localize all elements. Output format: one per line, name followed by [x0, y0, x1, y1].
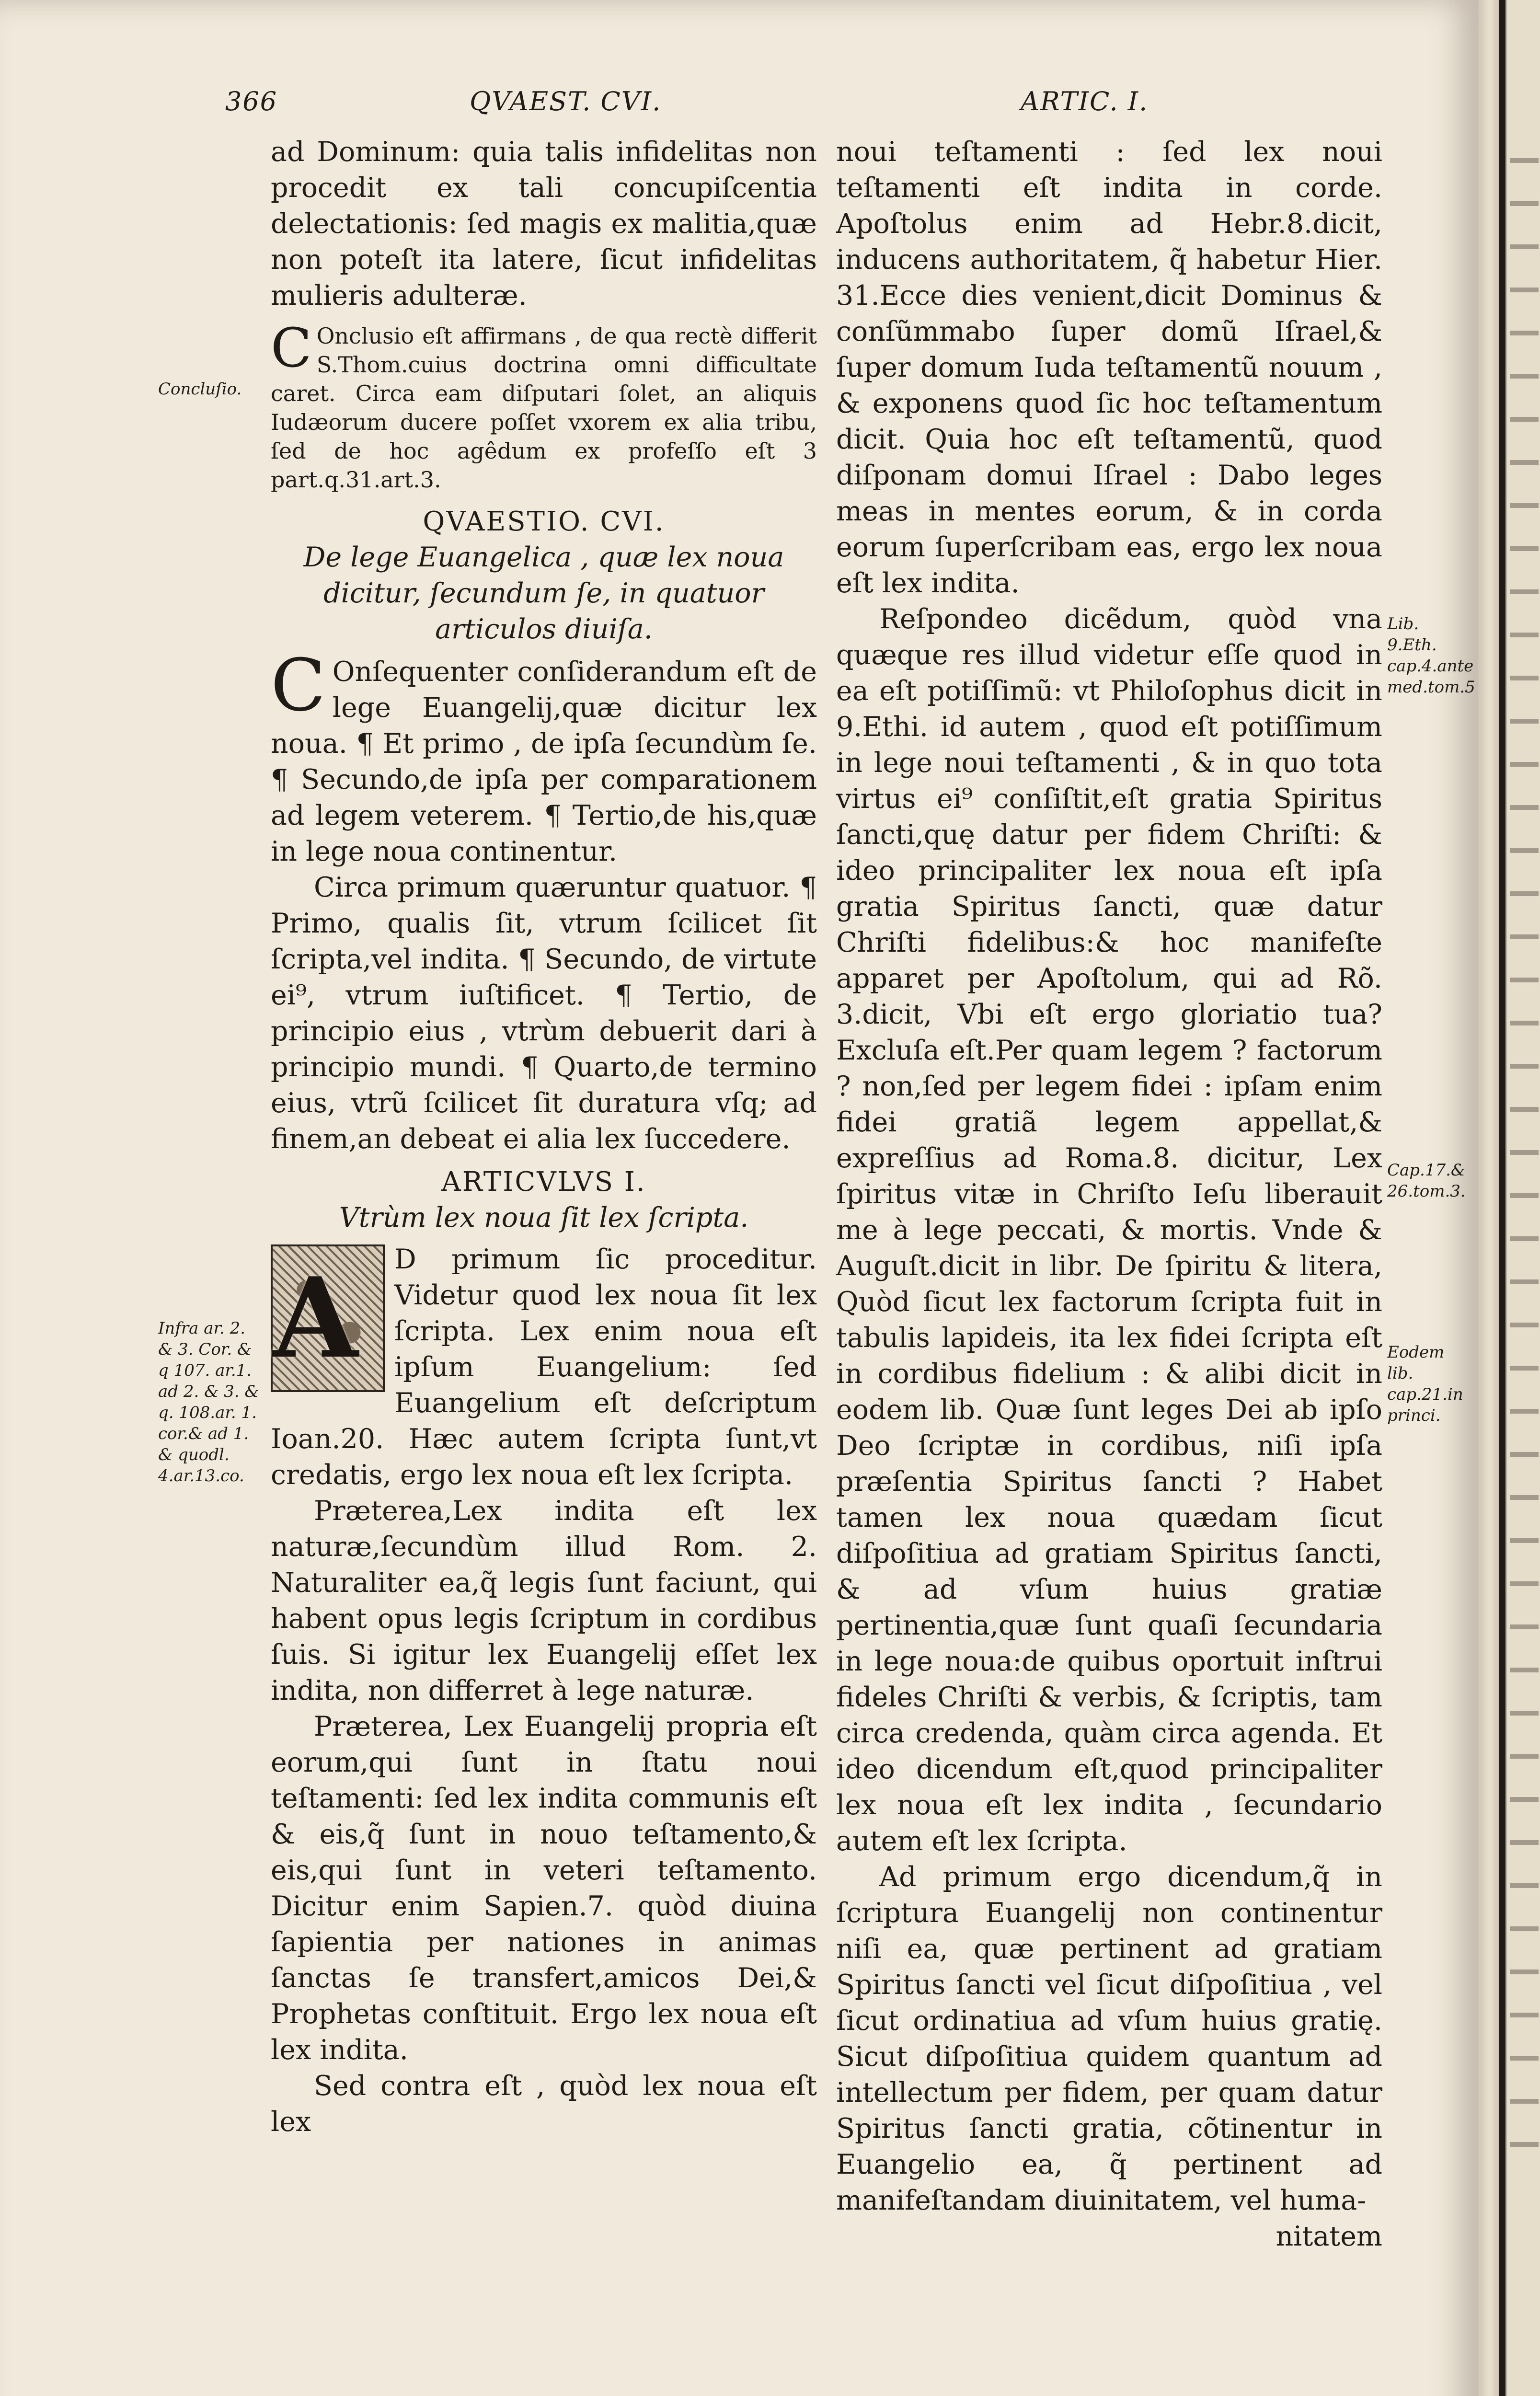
ad-primum-text: D primum ſic proceditur. Videtur quod lex noua ſit lex ſcripta. Lex enim noua eſt ipſum Euangelium: ſed Euangelium eſt deſcriptum Ioan.20. Hæc autem ſcripta ſunt,vt credatis, ergo lex noua eſt lex ſcripta. — [271, 1244, 817, 1491]
binding-gutter — [1499, 0, 1506, 2396]
paragraph-opening: ad Dominum: quia talis infidelitas non procedit ex tali concupiſcentia delectationis: ſed magis ex malitia,quæ non poteſt ita latere, ſicut infidelitas mulieris adulteræ. — [271, 136, 817, 311]
marginal-note-eodem: Eodem lib. cap.21.in princi. — [1387, 1343, 1463, 1425]
marginal-note-cap17: Cap.17.& 26.tom.3. — [1387, 1161, 1466, 1201]
page-number: 366 — [225, 86, 278, 116]
paragraph-continuation: noui teſtamenti : ſed lex noui teſtamenti eſt indita in corde. Apoſtolus enim ad Hebr.8.dicit, inducens authoritatem, q̃ habetur Hier. 31.Ecce dies venient,dicit Dominus & conſũmmabo ſuper domũ Iſrael,& ſuper domum Iuda teſtamentũ nouum , & exponens quod ſic hoc teſtamentum dicit. Quia hoc eſt teſtamentũ, quod diſponam domui Iſrael : Dabo leges meas in mentes eorum, & in corda eorum ſuperſcribam eas, ergo lex noua eſt lex indita. — [836, 136, 1382, 599]
left-column — [271, 134, 817, 2140]
respondeo-paragraph: Reſpondeo dicẽdum, quòd vna quæque res illud videtur eſſe quod in ea eſt potiſſimũ: vt Philoſophus dicit in 9.Ethi. id autem , quod eſt potiſſimum in lege noui teſtamenti , & in quo tota virtus ei⁹ conſiſtit,eſt gratia Spiritus ſancti,quę datur per fidem Chriſti: & ideo principaliter lex noua eſt ipſa gratia Spiritus ſancti, quæ datur Chriſti fidelibus:& hoc manifeſte apparet per Apoſtolum, qui ad Rõ. 3.dicit, Vbi eſt ergo gloriatio tua? Excluſa eſt.Per quam legem ? factorum ? non,ſed per legem fidei : ipſam enim fidei gratiã legem appellat,& expreſſius ad Roma.8. dicitur, Lex ſpiritus vitæ in Chriſto Ieſu liberauit me à lege peccati, & mortis. Vnde & Auguſt.dicit in libr. De ſpiritu & litera, Quòd ſicut lex factorum ſcripta fuit in tabulis lapideis, ita lex fidei ſcripta eſt in cordibus fidelium : & alibi dicit in eodem lib. Quæ ſunt leges Dei ab ipſo Deo ſcriptæ in cordibus, niſi ipſa præſentia Spiritus ſancti ? Habet tamen lex noua quædam ſicut diſpoſitiua ad gratiam Spiritus ſancti, & ad vſum huius gratiæ pertinentia,quæ ſunt quaſi ſecundaria in lege noua:de quibus oportuit inſtrui fideles Chriſti & verbis, & ſcriptis, tam circa credenda, quàm circa agenda. Et ideo dicendum eſt,quod principaliter lex noua eſt lex indita , ſecundario autem eſt lex ſcripta. — [836, 603, 1382, 1857]
running-head-quaestio: QVAEST. CVI. — [470, 86, 662, 116]
sed-contra-paragraph: Sed contra eſt , quòd lex noua eſt lex — [271, 2070, 817, 2138]
marginal-note-conclusio: Concluſio. — [158, 380, 242, 399]
catchword: nitatem — [1276, 2221, 1382, 2252]
intro-paragraph — [271, 644, 817, 870]
quaestio-title: QVAESTIO. CVI. — [423, 506, 665, 537]
conclusio-paragraph — [271, 317, 817, 494]
ornamental-initial-a — [271, 1244, 385, 1392]
right-column — [836, 134, 1382, 2255]
running-head-articulus: ARTIC. I. — [1021, 86, 1149, 116]
circa-paragraph: Circa primum quæruntur quatuor. ¶ Primo, qualis ſit, vtrum ſcilicet ſit ſcripta,vel indita. ¶ Secundo, de virtute ei⁹, vtrum iuſtificet. ¶ Tertio, de principio eius , vtrùm debuerit dari à principio mundi. ¶ Quarto,de termino eius, vtrũ ſcilicet ſit duratura vſq; ad finem,an debeat ei alia lex ſuccedere. — [271, 872, 817, 1155]
ad-primum-ergo-paragraph: Ad primum ergo dicendum,q̃ in ſcriptura Euangelij non continentur niſi ea, quæ pertinent ad gratiam Spiritus ſancti vel ſicut diſpoſitiua , vel ſicut ordinatiua ad vſum huius gratię. Sicut diſpoſitiua quidem quantum ad intellectum per fidem, per quam datur Spiritus ſancti gratia, cõtinentur in Euangelio ea, q̃ pertinent ad manifeſtandam diuinitatem, vel huma- — [836, 1861, 1382, 2216]
facing-page-fragment — [1507, 0, 1540, 2396]
drop-initial-c-large: C — [271, 644, 326, 727]
praeterea-paragraph-2: Præterea, Lex Euangelij propria eſt eorum,qui ſunt in ſtatu noui teſtamenti: ſed lex indita communis eſt & eis,q̃ ſunt in nouo teſtamento,& eis,qui ſunt in veteri teſtamento. Dicitur enim Sapien.7. quòd diuina ſapientia per nationes in animas ſanctas ſe transfert,amicos Dei,& Prophetas conſtituit. Ergo lex noua eſt lex indita. — [271, 1711, 817, 2066]
praeterea-paragraph-1: Præterea,Lex indita eſt lex naturæ,ſecundùm illud Rom. 2. Naturaliter ea,q̃ legis ſunt faciunt, qui habent opus legis ſcriptum in cordibus ſuis. Si igitur lex Euangelij eſſet lex indita, non differret à lege naturæ. — [271, 1495, 817, 1706]
quaestio-subtitle: De lege Euangelica , quæ lex noua dicitur, ſecundum ſe, in quatuor articulos diuiſa. — [303, 541, 784, 645]
intro-text: Onſequenter conſiderandum eſt de lege Euangelij,quæ dicitur lex noua. ¶ Et primo , de ipſa ſecundùm ſe. ¶ Secundo,de ipſa per comparationem ad legem veterem. ¶ Tertio,de his,quæ in lege noua continentur. — [271, 656, 817, 867]
ornamental-initial-letter: A — [273, 1254, 358, 1383]
articulus-subtitle: Vtrùm lex noua ſit lex ſcripta. — [339, 1202, 749, 1233]
articulus-title: ARTICVLVS I. — [441, 1166, 646, 1198]
conclusio-text: Onclusio eſt affirmans , de qua rectè differit S.Thom.cuius doctrina omni difficultate caret. Circa eam diſputari ſolet, an aliquis Iudæorum ducere poſſet vxorem ex alia tribu, ſed de hoc agêdum ex profeſſo eſt 3 part.q.31.art.3. — [271, 323, 817, 493]
drop-initial-c: C — [271, 317, 312, 380]
marginal-note-lib-eth: Lib. 9.Eth. cap.4.ante med.tom.5 — [1387, 614, 1475, 697]
marginal-note-infra: Infra ar. 2. & 3. Cor. & q 107. ar.1. ad 2. & 3. & q. 108.ar. 1. cor.& ad 1. & quodl. 4.ar.13.co. — [158, 1319, 259, 1486]
ad-primum-paragraph — [271, 1242, 817, 1493]
